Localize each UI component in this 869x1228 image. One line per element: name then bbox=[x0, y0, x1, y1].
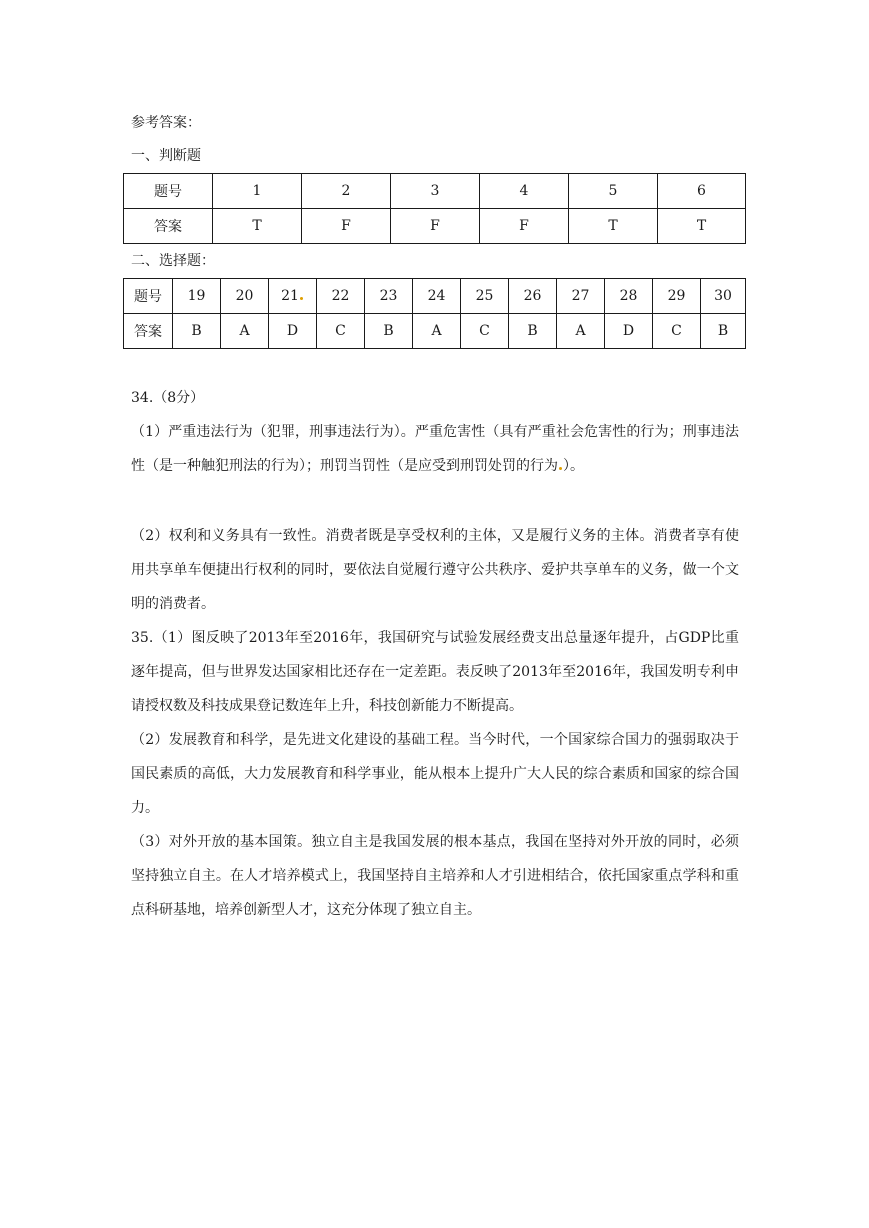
table-cell: 5 bbox=[569, 174, 658, 209]
table-cell: C bbox=[461, 314, 509, 349]
table-cell: A bbox=[557, 314, 605, 349]
table-cell: 28 bbox=[605, 279, 653, 314]
q34-header: 34.（8分） bbox=[131, 390, 205, 406]
table-row-numbers bbox=[124, 174, 746, 209]
table-cell: B bbox=[701, 314, 746, 349]
table-cell: D bbox=[269, 314, 317, 349]
q34-part1-text: （1）严重违法行为（犯罪，刑事违法行为）。严重危害性（具有严重社会危害性的行为；刑事违法性（是一种触犯刑法的行为）；刑罚当罚性（是应受到刑罚处罚的行为 bbox=[131, 424, 739, 474]
q35-part1: 35.（1）图反映了2013年至2016年，我国研究与试验发展经费支出总量逐年提升，占GDP比重逐年提高，但与世界发达国家相比还存在一定差距。表反映了2013年至2016年，我国发明专利申请授权数及科技成果登记数连年上升，科技创新能力不断提高。 bbox=[131, 630, 739, 714]
table-cell: B bbox=[173, 314, 221, 349]
table-row-numbers bbox=[124, 279, 746, 314]
table-cell: B bbox=[365, 314, 413, 349]
edit-mark bbox=[300, 297, 303, 300]
table-cell: 27 bbox=[557, 279, 605, 314]
q35-part3: （3）对外开放的基本国策。独立自主是我国发展的根本基点，我国在坚持对外开放的同时，必须坚持独立自主。在人才培养模式上，我国坚持自主培养和人才引进相结合，依托国家重点学科和重点科研基地，培养创新型人才，这充分体现了独立自主。 bbox=[131, 834, 739, 918]
table-cell: 3 bbox=[391, 174, 480, 209]
row-label-number: 题号 bbox=[124, 279, 173, 314]
q35-part2: （2）发展教育和科学，是先进文化建设的基础工程。当今时代，一个国家综合国力的强弱取决于国民素质的高低，大力发展教育和科学事业，能从根本上提升广大人民的综合素质和国家的综合国力。 bbox=[131, 732, 739, 816]
table-cell: F bbox=[480, 209, 569, 244]
q34-part2: （2）权利和义务具有一致性。消费者既是享受权利的主体，又是履行义务的主体。消费者享有使用共享单车便捷出行权利的同时，要依法自觉履行遵守公共秩序、爱护共享单车的义务，做一个文明的消费者。 bbox=[131, 528, 739, 612]
q34-part1-end: ）。 bbox=[563, 458, 584, 474]
answers-title: 参考答案： bbox=[131, 115, 201, 131]
table-cell: 20 bbox=[221, 279, 269, 314]
table-cell: 25 bbox=[461, 279, 509, 314]
table-cell: B bbox=[509, 314, 557, 349]
section2-title: 二、选择题： bbox=[131, 253, 215, 269]
row-label-answer: 答案 bbox=[124, 314, 173, 349]
section1-title: 一、判断题 bbox=[131, 148, 201, 164]
table-cell bbox=[269, 279, 317, 314]
table-cell: 4 bbox=[480, 174, 569, 209]
table-cell: T bbox=[213, 209, 302, 244]
table-cell: 1 bbox=[213, 174, 302, 209]
table-cell: C bbox=[317, 314, 365, 349]
table-cell: 6 bbox=[658, 174, 746, 209]
table-row-answers bbox=[124, 209, 746, 244]
q34-part1 bbox=[131, 415, 739, 483]
table-cell: T bbox=[569, 209, 658, 244]
table-cell: F bbox=[302, 209, 391, 244]
table-cell: 30 bbox=[701, 279, 746, 314]
table-cell: C bbox=[653, 314, 701, 349]
table-cell: T bbox=[658, 209, 746, 244]
edit-mark bbox=[559, 467, 562, 470]
table-cell: 19 bbox=[173, 279, 221, 314]
table-cell: 2 bbox=[302, 174, 391, 209]
table-cell: 24 bbox=[413, 279, 461, 314]
row-label-number: 题号 bbox=[124, 174, 213, 209]
cell-text: 21 bbox=[281, 288, 299, 304]
table-cell: F bbox=[391, 209, 480, 244]
table-cell: 29 bbox=[653, 279, 701, 314]
table-cell: 26 bbox=[509, 279, 557, 314]
table-cell: D bbox=[605, 314, 653, 349]
true-false-answer-table bbox=[123, 173, 746, 244]
table-cell: A bbox=[413, 314, 461, 349]
table-cell: 23 bbox=[365, 279, 413, 314]
row-label-answer: 答案 bbox=[124, 209, 213, 244]
multiple-choice-answer-table bbox=[123, 278, 746, 349]
table-row-answers bbox=[124, 314, 746, 349]
table-cell: A bbox=[221, 314, 269, 349]
table-cell: 22 bbox=[317, 279, 365, 314]
